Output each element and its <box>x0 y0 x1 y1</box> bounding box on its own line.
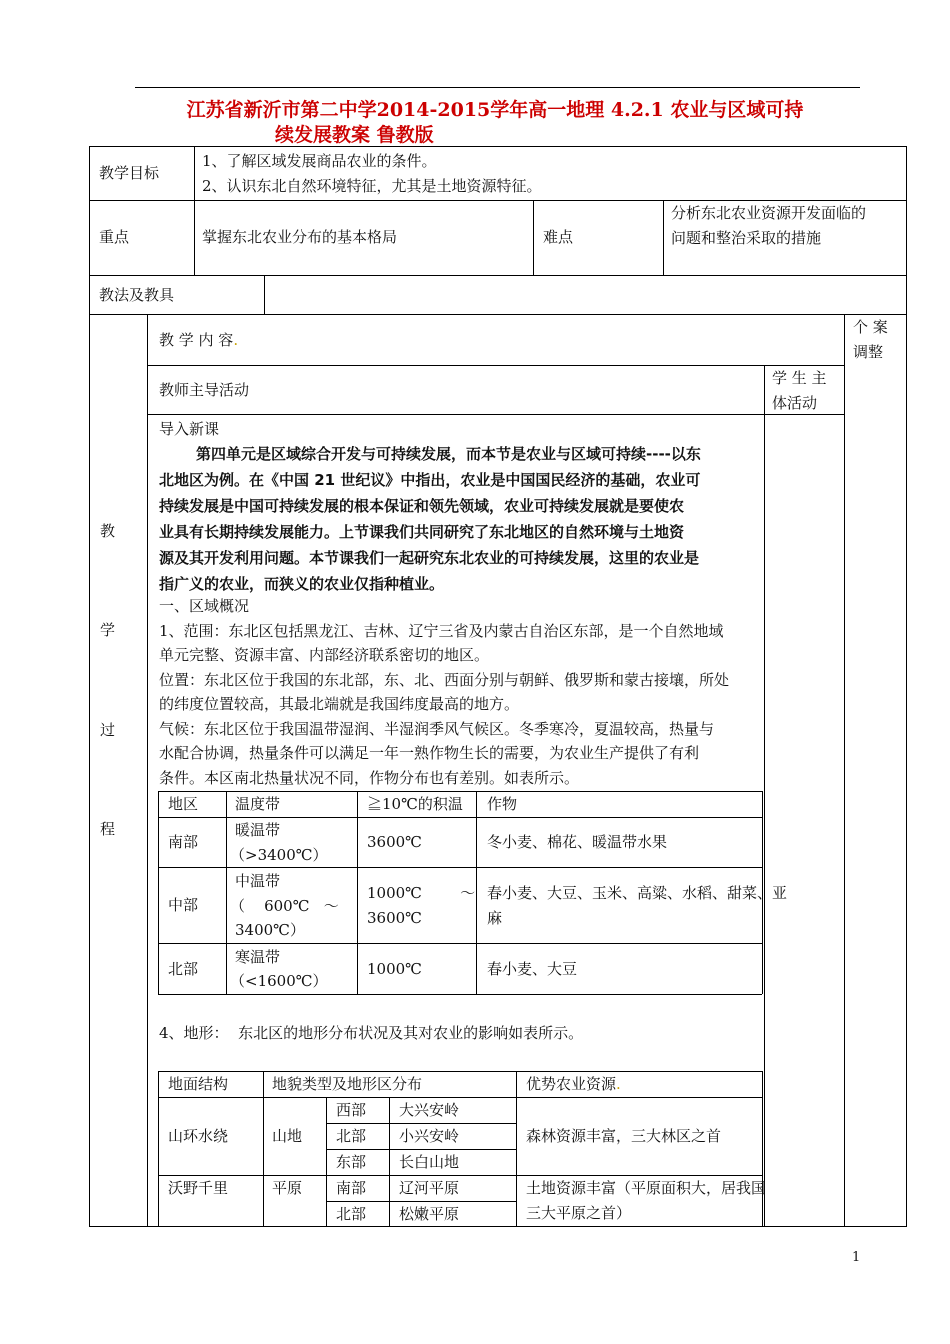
table-header: 温度带 <box>235 795 281 813</box>
table-cell: 西部 <box>336 1101 367 1119</box>
table-cell: 三大平原之首） <box>526 1204 632 1222</box>
climate-line: 条件。本区南北热量状况不同，作物分布也有差别。如表所示。 <box>159 769 580 787</box>
table-cell: 北部 <box>336 1127 367 1145</box>
student-activity-label-2: 体活动 <box>772 394 818 412</box>
key-point-text: 掌握东北农业分布的基本格局 <box>202 228 398 246</box>
table-border-left <box>89 146 90 1226</box>
table-cell: 北部 <box>168 960 199 978</box>
table-line <box>226 791 227 994</box>
process-side-label-1: 教 <box>100 522 116 540</box>
row-divider <box>147 365 845 366</box>
table-line <box>158 1071 762 1072</box>
intro-line: 持续发展是中国可持续发展的根本保证和领先领域，农业可持续发展就是要使农 <box>159 497 685 515</box>
table-line <box>158 943 762 944</box>
table-cell: 春小麦、大豆 <box>487 960 578 978</box>
table-line <box>158 1097 762 1098</box>
table-line <box>158 994 762 995</box>
process-side-label-2: 学 <box>100 621 116 639</box>
col-divider <box>764 365 765 1226</box>
difficulty-text-1: 分析东北农业资源开发面临的 <box>671 204 867 222</box>
table-cell: 麻 <box>487 909 503 927</box>
process-side-label-4: 程 <box>100 820 116 838</box>
col-divider <box>194 200 195 275</box>
table-cell: 土地资源丰富（平原面积大，居我国 <box>526 1179 767 1197</box>
table-cell: 辽河平原 <box>399 1179 460 1197</box>
table-cell: 森林资源丰富，三大林区之首 <box>526 1127 722 1145</box>
difficulty-label: 难点 <box>543 228 574 246</box>
table-cell: （<1600℃） <box>230 972 328 990</box>
goal-item-1: 1、了解区域发展商品农业的条件。 <box>202 152 437 170</box>
table-line <box>357 791 358 994</box>
table-header: ≧10℃的积温 <box>367 795 463 813</box>
intro-line: 源及其开发利用问题。本节课我们一起研究东北农业的可持续发展，这里的农业是 <box>159 549 700 567</box>
header-dot: . <box>616 1075 621 1093</box>
table-cell: 沃野千里 <box>168 1179 229 1197</box>
table-cell: 春小麦、大豆、玉米、高粱、水稻、甜菜、亚 <box>487 884 788 902</box>
range-line: 单元完整、资源丰富、内部经济联系密切的地区。 <box>159 646 490 664</box>
table-cell: 长白山地 <box>399 1153 460 1171</box>
table-cell: 1000℃ <box>367 960 422 978</box>
table-line <box>476 791 477 994</box>
key-point-label: 重点 <box>99 228 130 246</box>
goal-item-2: 2、认识东北自然环境特征，尤其是土地资源特征。 <box>202 177 542 195</box>
table-line <box>326 1097 327 1226</box>
table-cell: 山环水绕 <box>168 1127 229 1145</box>
table-cell: （ 600℃ ～ <box>230 897 339 915</box>
document-title-line2: 续发展教案 鲁教版 <box>275 124 434 146</box>
process-side-label-3: 过 <box>100 721 116 739</box>
intro-line: 北地区为例。在《中国 21 世纪议》中指出，农业是中国国民经济的基础，农业可 <box>159 471 701 489</box>
table-line <box>516 1071 517 1226</box>
col-divider <box>663 200 664 275</box>
table-cell: 暖温带 <box>235 821 281 839</box>
header-rule <box>135 87 860 88</box>
intro-line: 指广义的农业，而狭义的农业仅指种植业。 <box>159 575 445 593</box>
content-label-text: 教 学 内 容 <box>159 331 234 349</box>
col-divider <box>194 146 195 200</box>
table-border-right <box>906 146 907 1226</box>
table-header-3 <box>526 1072 621 1097</box>
table-cell: （>3400℃） <box>230 846 328 864</box>
table-header: 作物 <box>487 795 518 813</box>
table-cell: 1000℃ ～ <box>367 884 476 902</box>
content-label <box>159 328 238 353</box>
adjust-label-1: 个 案 <box>853 318 888 336</box>
position-line: 位置：东北区位于我国的东北部，东、北、西面分别与朝鲜、俄罗斯和蒙古接壤，所处 <box>159 671 730 689</box>
intro-line: 第四单元是区域综合开发与可持续发展，而本节是农业与区域可持续----以东 <box>196 445 701 463</box>
col-divider <box>844 314 845 1226</box>
table-line <box>389 1097 390 1226</box>
table-cell: 寒温带 <box>235 948 281 966</box>
teacher-activity-label: 教师主导活动 <box>159 381 250 399</box>
terrain-text: 4、地形： 东北区的地形分布状况及其对农业的影响如表所示。 <box>159 1024 584 1042</box>
table-line <box>158 791 159 994</box>
table-cell: 3600℃ <box>367 909 422 927</box>
intro-line: 业具有长期持续发展能力。上节课我们共同研究了东北地区的自然环境与土地资 <box>159 523 685 541</box>
section-heading: 一、区域概况 <box>159 597 250 615</box>
table-cell: 大兴安岭 <box>399 1101 460 1119</box>
table-cell: 中温带 <box>235 872 281 890</box>
table-header: 地区 <box>168 795 199 813</box>
table-header: 优势农业资源 <box>526 1075 617 1093</box>
table-cell: 松嫩平原 <box>399 1205 460 1223</box>
goal-label: 教学目标 <box>99 164 160 182</box>
table-cell: 3600℃ <box>367 833 422 851</box>
table-cell: 平原 <box>272 1179 303 1197</box>
table-line <box>762 1071 763 1226</box>
table-cell: 山地 <box>272 1127 303 1145</box>
row-divider <box>147 414 845 415</box>
table-cell: 北部 <box>336 1205 367 1223</box>
position-line: 的纬度位置较高，其最北端就是我国纬度最高的地方。 <box>159 695 520 713</box>
table-cell: 南部 <box>336 1179 367 1197</box>
document-title-line1: 江苏省新沂市第二中学2014-2015学年高一地理 4.2.1 农业与区域可持 <box>186 99 804 121</box>
table-cell: 东部 <box>336 1153 367 1171</box>
table-cell: 小兴安岭 <box>399 1127 460 1145</box>
col-divider <box>533 200 534 275</box>
intro-heading: 导入新课 <box>159 420 220 438</box>
table-border-top <box>89 146 907 147</box>
range-line: 1、范围：东北区包括黑龙江、吉林、辽宁三省及内蒙古自治区东部，是一个自然地域 <box>159 622 724 640</box>
method-label: 教法及教具 <box>99 286 175 304</box>
table-header: 地面结构 <box>168 1075 229 1093</box>
adjust-label-2: 调整 <box>853 343 884 361</box>
table-cell: 中部 <box>168 896 199 914</box>
table-line <box>263 1071 264 1226</box>
page-number: 1 <box>852 1250 861 1265</box>
climate-line: 气候：东北区位于我国温带湿润、半湿润季风气候区。冬季寒冷，夏温较高，热量与 <box>159 720 715 738</box>
difficulty-text-2: 问题和整治采取的措施 <box>671 229 822 247</box>
table-cell: 3400℃） <box>235 921 305 939</box>
student-activity-label-1: 学 生 主 <box>772 369 827 387</box>
col-divider <box>264 275 265 314</box>
row-divider <box>89 314 907 315</box>
col-divider <box>147 314 148 1226</box>
table-cell: 冬小麦、棉花、暖温带水果 <box>487 833 668 851</box>
table-header: 地貌类型及地形区分布 <box>272 1075 423 1093</box>
content-label-dot: . <box>233 331 239 349</box>
row-divider <box>89 275 907 276</box>
table-line <box>158 1071 159 1226</box>
table-cell: 南部 <box>168 833 199 851</box>
climate-line: 水配合协调，热量条件可以满足一年一熟作物生长的需要，为农业生产提供了有利 <box>159 744 700 762</box>
